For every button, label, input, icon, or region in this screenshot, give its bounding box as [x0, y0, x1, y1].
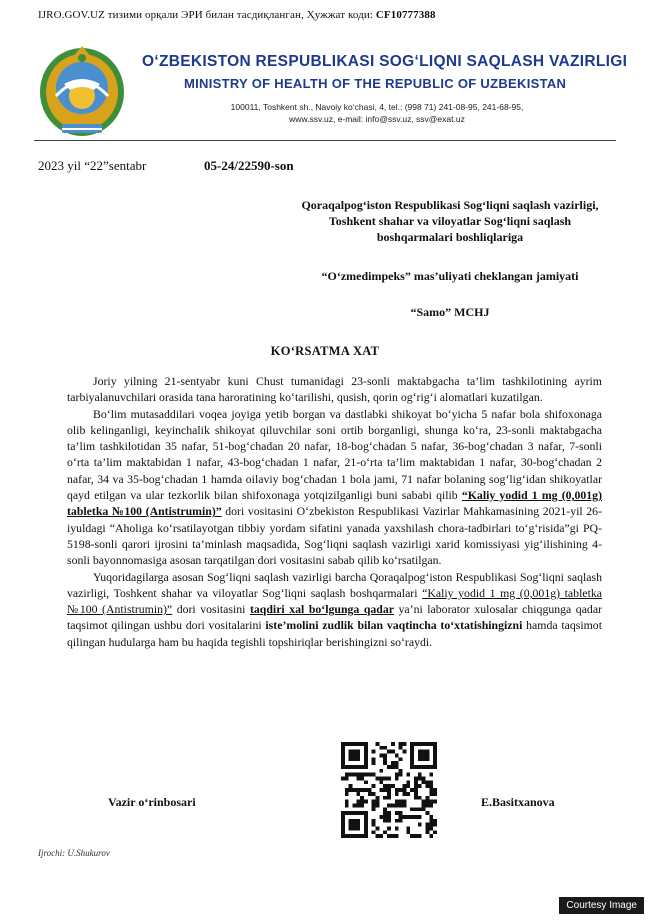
stop-use-phrase: iste’molini zudlik bilan vaqtincha to‘xtatishingizni: [265, 618, 523, 633]
paragraph-3-text-b: dori vositasini: [172, 602, 250, 617]
ministry-address: [222, 101, 532, 125]
verification-code: CF10777388: [375, 9, 436, 21]
addressee-regional: Qoraqalpog‘iston Respublikasi Sog‘liqni saqlash vazirligi, Toshkent shahar va viloyatlar Sog‘liqni saqlash boshqarmalari boshliqlariga: [301, 198, 599, 244]
verification-line: [38, 9, 436, 21]
pending-decision-phrase: taqdiri xal bo‘lgunga qadar: [249, 602, 394, 617]
addressee-uzmedimpeks: “O‘zmedimpeks” mas’uliyati cheklangan jamiyati: [321, 269, 579, 283]
header-divider: [34, 140, 616, 141]
signatory-name: E.Basitxanova: [481, 795, 555, 809]
executor-note: Ijrochi: U.Shukurov: [38, 848, 110, 858]
addressee-samo: “Samo” MCHJ: [410, 305, 490, 319]
ministry-name-uz: O‘ZBEKISTON RESPUBLIKASI SOG‘LIQNI SAQLASH VAZIRLIGI: [142, 53, 628, 70]
paragraph-1: Joriy yilning 21-sentyabr kuni Chust tumanidagi 23-sonli maktabgacha ta’lim tashkilotining ayrim tarbiyalanuvchilari orasida tana haroratining ko‘tarilishi, qusish, qorin og‘rig‘i alomatlari kuzatilgan.: [67, 374, 602, 405]
document-heading: KO‘RSATMA XAT: [270, 344, 380, 358]
paragraph-3: [67, 569, 602, 650]
state-emblem-icon: [34, 38, 130, 142]
qr-code-icon: [341, 742, 437, 838]
ministry-name-en: MINISTRY OF HEALTH OF THE REPUBLIC OF UZBEKISTAN: [184, 76, 567, 91]
paragraph-2-text-a: Bo‘lim mutasaddilari voqea joyiga yetib borgan va dastlabki shikoyat bo‘yicha 5 nafar bola shifoxonaga olib kelinganligi, keyinchalik shikoyat qiluvchilar soni ortib borganligi, shunga ko‘ra, 23-sonli maktabgacha ta’lim tashkilotidan 35 nafar, 51-bog‘chadan 20 nafar, 18-bog‘chadan 5 nafar, 36-bog‘chadan 3 nafar, 7-sonli o‘rta ta’lim maktabidan 1 nafar, 43-bog‘chadan 1 nafar, 21-o‘rta ta’lim maktabidan 1 nafar, 30-bog‘chadan 2 nafar, 34 va 35-bog‘chadan 1 hamda oilaviy bog‘chadan 1 bola jami, 71 nafar bolaning sog‘lig‘idan shikoyatlar qayd etilgan va ular tezkorlik bilan shifoxonaga yotqizilganligi buni sababi qilib: [67, 406, 602, 503]
drug-name-highlight: “Kaliy yodid 1 mg (0,001g) tabletka №100 (Antistrumin)”: [67, 488, 602, 519]
paragraph-3-text-c: ya’ni laborator xulosalar chiqgunga qadar taqsimot qilingan ushbu dori vositalarini: [67, 602, 602, 633]
letter-body: [67, 373, 602, 650]
paragraph-3-text-a: Yuqoridagilarga asosan Sog‘liqni saqlash vazirligi barcha Qoraqalpog‘iston Respublikasi Sog‘liqni saqlash vazirligi, Toshkent shahar va viloyatlar Sog‘liqni saqlash boshqarmalari: [67, 569, 602, 600]
verification-prefix: IJRO.GOV.UZ тизими орқали ЭРИ билан тасдиқланган, Ҳужжат коди:: [38, 9, 376, 21]
paragraph-3-text-d: hamda taqsimot qilingan hudularga ham bu haqida tegishli topshiriqlar berishingizni so‘raydi.: [67, 618, 602, 649]
drug-name-underlined: “Kaliy yodid 1 mg (0,001g) tabletka №100 (Antistrumin)”: [67, 585, 602, 617]
address-line-1: 100011, Toshkent sh., Navoiy ko‘chasi, 4, tel.: (998 71) 241-08-95, 241-68-95,: [230, 102, 524, 112]
paragraph-2-text-b: dori vositasini O‘zbekiston Respublikasi Vazirlar Mahkamasining 2021-yil 26-iyuldagi “Aholiga ko‘rsatilayotgan tibbiy yordam sifatini yanada yaxshilash chora-tadbirlari to‘g‘risida”gi PQ-5198-sonli qarori ijrosini ta’minlash maqsadida, Sog‘liqni saqlash vazirligi xarid komissiyasi yig‘ilishining 4-sonli bayonnomasiga asosan tarqatilgan dori vositasini sabab qilib ko‘rsatilgan.: [67, 504, 602, 568]
address-line-2: www.ssv.uz, e-mail: info@ssv.uz, ssv@exat.uz: [289, 114, 465, 124]
paragraph-2: [67, 406, 602, 569]
signatory-position: Vazir o‘rinbosari: [108, 795, 196, 809]
document-date: 2023 yil “22”sentabr: [38, 158, 147, 173]
courtesy-label: Courtesy Image: [559, 897, 644, 914]
document-number: 05-24/22590-son: [204, 158, 294, 173]
